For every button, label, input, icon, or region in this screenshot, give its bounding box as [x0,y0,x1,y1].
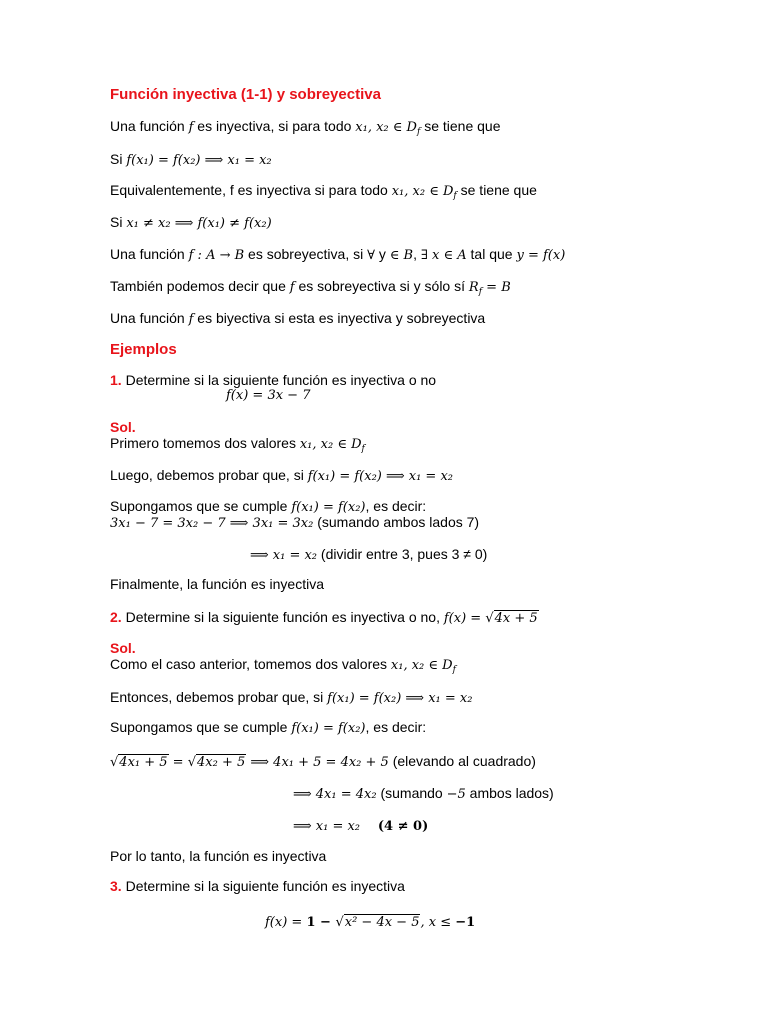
text: se tiene que [420,118,501,134]
example-3-statement [110,877,405,895]
text: Equivalentemente, f es inyectiva si para todo [110,182,392,198]
radical-sign: √ [485,611,494,626]
math: x ≤ [428,915,456,930]
math: f [188,120,194,135]
def-bijective [110,309,485,329]
math: ⟹ x₁ = x₂ [293,819,361,834]
solution-2-line [110,688,472,708]
solution-2-line [293,784,554,804]
solution-2-line [293,816,428,836]
text: es sobreyectiva si y sólo sí [294,278,469,294]
math: 1 − [306,915,336,930]
def-injective [110,117,500,141]
solution-2-line [110,655,456,679]
text: También podemos decir que [110,278,290,294]
text: Una función [110,246,189,262]
example-1-formula: f(x) = 3x − 7 [226,388,311,403]
math: f : A → B [188,248,245,263]
math: (4 ≠ 0) [377,819,429,834]
math: = B [482,280,511,295]
text: (elevando al cuadrado) [388,753,536,769]
math: ∈ B [389,248,414,263]
math: f [188,312,194,327]
math: R [468,280,479,295]
math: ∀ [367,248,375,263]
math: = [168,755,188,770]
solution-1-line [110,513,479,533]
solution-2-line [110,718,426,738]
math: f(x₁) = f(x₂) ⟹ x₁ = x₂ [307,469,454,484]
math: x₁, x₂ ∈ D [299,437,362,452]
text: Una función [110,118,189,134]
text: (sumando ambos lados 7) [313,514,480,530]
math: ∃ [420,248,428,263]
example-number: 3. [110,878,122,894]
text: tal que [466,246,517,262]
text: Supongamos que se cumple [110,498,292,514]
radical-sign: √ [187,755,197,770]
math: , [420,915,429,930]
math-subscript: f [361,444,365,454]
text: Supongamos que se cumple [110,719,292,735]
solution-label: Sol. [110,640,136,656]
text: , es decir: [365,719,427,735]
math: f(x) = [443,611,486,626]
text: , es decir: [365,498,427,514]
solution-2-line [110,752,536,772]
math: y = f(x) [516,248,566,263]
math-subscript: f [416,127,421,137]
radical-sign: √ [110,755,119,770]
math-radicand: 4x₁ + 5 [119,755,168,770]
solution-1-line [250,545,487,565]
math: f(x₁) = f(x₂) [291,500,366,515]
solution-2-conclusion: Por lo tanto, la función es inyectiva [110,848,327,864]
text: Si [110,151,127,167]
text: (dividir entre 3, pues 3 ≠ 0) [317,546,488,562]
math: ⟹ 4x₁ = 4x₂ [293,787,377,802]
text: es inyectiva, si para todo [193,118,356,134]
solution-label: Sol. [110,419,136,435]
text: , [413,246,421,262]
text: se tiene que [456,182,537,198]
math: f [289,280,295,295]
text: Luego, debemos probar que, si [110,467,308,483]
math: −1 [455,915,476,930]
def-injective-implication [110,150,272,170]
solution-1-line [110,466,453,486]
solution-1-line [110,434,365,458]
text: Si [110,214,127,230]
text: Entonces, debemos probar que, si [110,689,328,705]
page-title: Función inyectiva (1-1) y sobreyectiva [110,86,381,103]
math-subscript: f [453,191,457,201]
math: ⟹ x₁ = x₂ [250,548,318,563]
math-radicand: x² − 4x − 5 [344,915,420,930]
math: x ∈ A [427,248,467,263]
text: Determine si la siguiente función es inyectiva [121,878,405,894]
math-subscript: f [452,665,456,675]
example-2-statement [110,608,539,628]
math: −5 [446,787,466,802]
text: es sobreyectiva, si [244,246,368,262]
text: ambos lados) [465,785,554,801]
math: ⟹ 4x₁ + 5 = 4x₂ + 5 [246,755,389,770]
def-injective-equivalent [110,181,537,205]
math: f(x₁) = f(x₂) [291,721,366,736]
solution-1-conclusion: Finalmente, la función es inyectiva [110,576,324,592]
text: Como el caso anterior, tomemos dos valores [110,656,391,672]
math-radicand: 4x₂ + 5 [197,755,246,770]
text: Determine si la siguiente función es inyectiva o no, [121,609,444,625]
radical-sign: √ [335,915,344,930]
math: f(x₁) = f(x₂) ⟹ x₁ = x₂ [126,153,272,168]
def-surjective [110,245,565,265]
example-number: 1. [110,372,122,388]
def-injective-contrapositive [110,213,272,233]
text: es biyectiva si esta es inyectiva y sobreyectiva [193,310,486,326]
math: x₁, x₂ ∈ D [355,120,417,135]
text: y [374,246,390,262]
text: Una función [110,310,189,326]
math: x₁, x₂ ∈ D [391,184,454,199]
section-heading-examples: Ejemplos [110,341,177,358]
text: (sumando [376,785,447,801]
math: f(x) = [265,915,307,930]
math-subscript: f [478,287,483,297]
math: x₁ ≠ x₂ ⟹ f(x₁) ≠ f(x₂) [126,216,272,231]
text: Primero tomemos dos valores [110,435,300,451]
math-radicand: 4x + 5 [494,611,538,626]
text: Determine si la siguiente función es inyectiva o no [121,372,437,388]
math: x₁, x₂ ∈ D [390,658,453,673]
def-surjective-range [110,277,511,301]
math: f(x₁) = f(x₂) ⟹ x₁ = x₂ [327,691,473,706]
example-3-formula [265,912,475,932]
example-number: 2. [110,609,122,625]
math: 3x₁ − 7 = 3x₂ − 7 ⟹ 3x₁ = 3x₂ [110,516,314,531]
